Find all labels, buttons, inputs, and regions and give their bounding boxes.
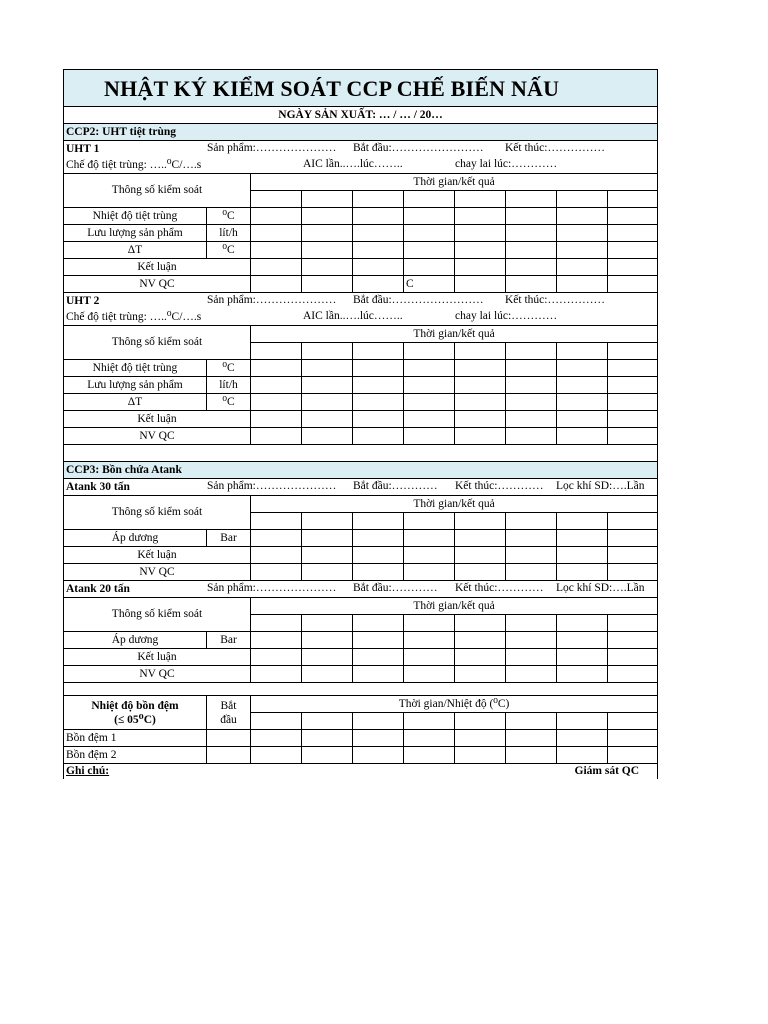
- atank30-qc-label: NV QC: [64, 564, 251, 581]
- buffer-tank-2-label: Bồn đệm 2: [64, 747, 207, 764]
- uht2-param-flow: Lưu lượng sản phẩm: [64, 377, 207, 394]
- spacer-row: [64, 683, 658, 696]
- buffer-time-header: Thời gian/Nhiệt độ (⁰C): [251, 696, 658, 713]
- result-cell[interactable]: [506, 649, 557, 666]
- result-cell[interactable]: [608, 377, 658, 394]
- result-cell[interactable]: [251, 666, 302, 683]
- time-cell[interactable]: [404, 713, 455, 730]
- time-cell[interactable]: [353, 615, 404, 632]
- qc-supervisor-label: Giám sát QC: [557, 764, 658, 780]
- atank20-param-pressure: Áp dương: [64, 632, 207, 649]
- time-cell[interactable]: [251, 713, 302, 730]
- result-cell[interactable]: [302, 360, 353, 377]
- result-cell[interactable]: [302, 276, 353, 293]
- result-cell[interactable]: [251, 259, 302, 276]
- uht2-param-temp-unit: ⁰C: [207, 360, 251, 377]
- result-cell[interactable]: [353, 564, 404, 581]
- uht1-aic-field[interactable]: AIC lần..….lúc……..: [303, 158, 403, 170]
- result-cell[interactable]: [353, 411, 404, 428]
- result-cell[interactable]: [353, 394, 404, 411]
- result-cell[interactable]: [207, 747, 251, 764]
- result-cell[interactable]: [608, 730, 658, 747]
- result-cell[interactable]: [302, 259, 353, 276]
- result-cell[interactable]: [251, 547, 302, 564]
- uht1-name: UHT 1: [66, 142, 100, 155]
- atank20-param-pressure-unit: Bar: [207, 632, 251, 649]
- atank20-name: Atank 20 tấn: [66, 582, 130, 595]
- buffer-start-header: [207, 696, 251, 730]
- result-cell[interactable]: [353, 632, 404, 649]
- result-cell[interactable]: [302, 394, 353, 411]
- result-cell[interactable]: [404, 632, 455, 649]
- result-cell[interactable]: [557, 649, 608, 666]
- result-cell[interactable]: [608, 411, 658, 428]
- result-cell[interactable]: [557, 730, 608, 747]
- uht1-end-field[interactable]: Kết thúc:……………: [505, 142, 605, 154]
- time-cell[interactable]: [302, 713, 353, 730]
- result-cell[interactable]: [302, 377, 353, 394]
- atank30-name: Atank 30 tấn: [66, 480, 130, 493]
- result-cell[interactable]: [302, 747, 353, 764]
- result-cell[interactable]: [353, 208, 404, 225]
- time-cell[interactable]: [353, 191, 404, 208]
- atank20-conclusion-label: Kết luận: [64, 649, 251, 666]
- result-cell[interactable]: [506, 411, 557, 428]
- result-cell[interactable]: [506, 377, 557, 394]
- result-cell[interactable]: [455, 632, 506, 649]
- atank30-conclusion-label: Kết luận: [64, 547, 251, 564]
- result-cell[interactable]: [251, 208, 302, 225]
- result-cell[interactable]: [608, 564, 658, 581]
- uht1-param-delta-unit: ⁰C: [207, 242, 251, 259]
- result-cell[interactable]: [302, 530, 353, 547]
- time-cell[interactable]: [455, 343, 506, 360]
- uht1-param-delta: ΔT: [64, 242, 207, 259]
- ccp3-section-header: CCP3: Bồn chứa Atank: [64, 462, 658, 479]
- result-cell[interactable]: [455, 276, 506, 293]
- atank30-end-field[interactable]: Kết thúc:…………: [455, 480, 544, 492]
- result-cell[interactable]: [455, 411, 506, 428]
- result-cell[interactable]: [302, 225, 353, 242]
- uht2-param-temp: Nhiệt độ tiệt trùng: [64, 360, 207, 377]
- result-cell[interactable]: [353, 276, 404, 293]
- result-cell[interactable]: [557, 259, 608, 276]
- result-cell[interactable]: [302, 666, 353, 683]
- time-cell[interactable]: [404, 343, 455, 360]
- uht1-qc-stray-c[interactable]: C: [404, 276, 455, 293]
- result-cell[interactable]: [506, 547, 557, 564]
- uht2-product-field[interactable]: Sản phẩm:…………………: [207, 294, 337, 306]
- result-cell[interactable]: [302, 208, 353, 225]
- result-cell[interactable]: [404, 747, 455, 764]
- uht1-mode-row: [64, 157, 658, 174]
- result-cell[interactable]: [404, 547, 455, 564]
- result-cell[interactable]: [506, 428, 557, 445]
- time-cell[interactable]: [608, 513, 658, 530]
- time-cell[interactable]: [353, 343, 404, 360]
- result-cell[interactable]: [251, 360, 302, 377]
- result-cell[interactable]: [302, 428, 353, 445]
- result-cell[interactable]: [557, 276, 608, 293]
- atank30-time-header: Thời gian/kết quả: [251, 496, 658, 513]
- result-cell[interactable]: [608, 530, 658, 547]
- uht2-aic-field[interactable]: AIC lần..….lúc……..: [303, 310, 403, 322]
- result-cell[interactable]: [557, 394, 608, 411]
- result-cell[interactable]: [608, 747, 658, 764]
- result-cell[interactable]: [506, 747, 557, 764]
- time-cell[interactable]: [302, 615, 353, 632]
- result-cell[interactable]: [302, 547, 353, 564]
- result-cell[interactable]: [455, 547, 506, 564]
- result-cell[interactable]: [353, 428, 404, 445]
- time-cell[interactable]: [251, 191, 302, 208]
- result-cell[interactable]: [557, 747, 608, 764]
- time-cell[interactable]: [557, 713, 608, 730]
- result-cell[interactable]: [404, 666, 455, 683]
- result-cell[interactable]: [404, 259, 455, 276]
- result-cell[interactable]: [608, 666, 658, 683]
- result-cell[interactable]: [455, 428, 506, 445]
- uht1-time-header: Thời gian/kết quả: [251, 174, 658, 191]
- buffer-temp-title: Nhiệt độ bồn đệm: [91, 699, 179, 712]
- atank20-product-field[interactable]: Sản phẩm:…………………: [207, 582, 337, 594]
- uht2-rerun-field[interactable]: chay lai lúc:…………: [455, 310, 558, 322]
- result-cell[interactable]: [455, 649, 506, 666]
- time-cell[interactable]: [506, 615, 557, 632]
- time-cell[interactable]: [404, 615, 455, 632]
- production-date-label: NGÀY SẢN XUẤT:: [278, 108, 377, 121]
- result-cell[interactable]: [506, 360, 557, 377]
- result-cell[interactable]: [353, 360, 404, 377]
- time-cell[interactable]: [302, 343, 353, 360]
- uht2-mode-row: [64, 309, 658, 326]
- time-cell[interactable]: [353, 513, 404, 530]
- result-cell[interactable]: [557, 242, 608, 259]
- uht1-param-temp-unit: ⁰C: [207, 208, 251, 225]
- uht2-start-field[interactable]: Bắt đầu:……………………: [353, 294, 484, 306]
- uht1-info-row: [64, 141, 658, 158]
- result-cell[interactable]: [302, 649, 353, 666]
- result-cell[interactable]: [404, 428, 455, 445]
- time-cell[interactable]: [608, 191, 658, 208]
- buffer-tank-1-label: Bồn đệm 1: [64, 730, 207, 747]
- result-cell[interactable]: [455, 360, 506, 377]
- uht1-mode-field[interactable]: Chế độ tiệt trùng: …..⁰C/….s: [66, 158, 202, 171]
- uht2-info-row: [64, 293, 658, 310]
- atank20-time-header: Thời gian/kết quả: [251, 598, 658, 615]
- time-cell[interactable]: [506, 513, 557, 530]
- control-log-sheet: [63, 69, 657, 779]
- time-cell[interactable]: [608, 343, 658, 360]
- time-cell[interactable]: [557, 343, 608, 360]
- result-cell[interactable]: [557, 428, 608, 445]
- atank20-param-header: Thông số kiểm soát: [64, 598, 251, 632]
- result-cell[interactable]: [251, 377, 302, 394]
- log-table: [63, 69, 658, 779]
- result-cell[interactable]: [608, 225, 658, 242]
- result-cell[interactable]: [404, 225, 455, 242]
- time-cell[interactable]: [455, 615, 506, 632]
- uht1-param-flow-unit: lít/h: [207, 225, 251, 242]
- result-cell[interactable]: [251, 730, 302, 747]
- uht2-mode-field[interactable]: Chế độ tiệt trùng: …..⁰C/….s: [66, 310, 202, 323]
- atank30-start-field[interactable]: Bắt đầu:…………: [353, 480, 438, 492]
- time-cell[interactable]: [557, 191, 608, 208]
- result-cell[interactable]: [506, 730, 557, 747]
- page-title: NHẬT KÝ KIỂM SOÁT CCP CHẾ BIẾN NẤU: [64, 70, 658, 107]
- buffer-temp-header: [64, 696, 207, 730]
- result-cell[interactable]: [404, 377, 455, 394]
- result-cell[interactable]: [557, 411, 608, 428]
- result-cell[interactable]: [557, 225, 608, 242]
- time-cell[interactable]: [506, 343, 557, 360]
- result-cell[interactable]: [557, 208, 608, 225]
- result-cell[interactable]: [353, 530, 404, 547]
- uht2-param-header: Thông số kiểm soát: [64, 326, 251, 360]
- atank30-param-pressure: Áp dương: [64, 530, 207, 547]
- result-cell[interactable]: [506, 394, 557, 411]
- buffer-start-line2: đầu: [220, 713, 237, 726]
- result-cell[interactable]: [557, 360, 608, 377]
- uht1-param-header: Thông số kiểm soát: [64, 174, 251, 208]
- time-cell[interactable]: [455, 513, 506, 530]
- uht2-param-delta-unit: ⁰C: [207, 394, 251, 411]
- time-cell[interactable]: [404, 191, 455, 208]
- result-cell[interactable]: [455, 208, 506, 225]
- time-cell[interactable]: [608, 713, 658, 730]
- result-cell[interactable]: [251, 747, 302, 764]
- buffer-temp-limit: (≤ 05⁰C): [114, 713, 156, 726]
- time-cell[interactable]: [455, 191, 506, 208]
- result-cell[interactable]: [455, 242, 506, 259]
- result-cell[interactable]: [455, 666, 506, 683]
- result-cell[interactable]: [608, 360, 658, 377]
- time-cell[interactable]: [557, 513, 608, 530]
- atank20-start-field[interactable]: Bắt đầu:…………: [353, 582, 438, 594]
- time-cell[interactable]: [251, 343, 302, 360]
- result-cell[interactable]: [302, 730, 353, 747]
- result-cell[interactable]: [455, 225, 506, 242]
- result-cell[interactable]: [302, 411, 353, 428]
- result-cell[interactable]: [404, 394, 455, 411]
- atank30-info-row: [64, 479, 658, 496]
- result-cell[interactable]: [353, 649, 404, 666]
- result-cell[interactable]: [251, 411, 302, 428]
- result-cell[interactable]: [302, 632, 353, 649]
- uht1-param-flow: Lưu lượng sản phẩm: [64, 225, 207, 242]
- result-cell[interactable]: [251, 428, 302, 445]
- uht2-qc-label: NV QC: [64, 428, 251, 445]
- atank30-filter-field[interactable]: Lọc khí SD:….Lần: [556, 480, 645, 492]
- production-date-value[interactable]: … / … / 20…: [378, 108, 443, 121]
- result-cell[interactable]: [455, 394, 506, 411]
- result-cell[interactable]: [251, 632, 302, 649]
- result-cell[interactable]: [207, 730, 251, 747]
- atank20-end-field[interactable]: Kết thúc:…………: [455, 582, 544, 594]
- time-cell[interactable]: [251, 615, 302, 632]
- result-cell[interactable]: [608, 208, 658, 225]
- result-cell[interactable]: [608, 649, 658, 666]
- result-cell[interactable]: [608, 394, 658, 411]
- result-cell[interactable]: [557, 564, 608, 581]
- uht2-time-header: Thời gian/kết quả: [251, 326, 658, 343]
- result-cell[interactable]: [302, 564, 353, 581]
- atank30-param-header: Thông số kiểm soát: [64, 496, 251, 530]
- result-cell[interactable]: [608, 276, 658, 293]
- result-cell[interactable]: [557, 530, 608, 547]
- result-cell[interactable]: [608, 242, 658, 259]
- result-cell[interactable]: [506, 530, 557, 547]
- result-cell[interactable]: [251, 530, 302, 547]
- result-cell[interactable]: [506, 564, 557, 581]
- uht2-conclusion-label: Kết luận: [64, 411, 251, 428]
- atank20-info-row: [64, 581, 658, 598]
- result-cell[interactable]: [251, 649, 302, 666]
- result-cell[interactable]: [251, 242, 302, 259]
- result-cell[interactable]: [251, 564, 302, 581]
- result-cell[interactable]: [455, 377, 506, 394]
- result-cell[interactable]: [506, 259, 557, 276]
- result-cell[interactable]: [251, 394, 302, 411]
- uht2-param-flow-unit: lít/h: [207, 377, 251, 394]
- result-cell[interactable]: [557, 547, 608, 564]
- time-cell[interactable]: [506, 191, 557, 208]
- time-cell[interactable]: [302, 513, 353, 530]
- time-cell[interactable]: [506, 713, 557, 730]
- result-cell[interactable]: [353, 547, 404, 564]
- result-cell[interactable]: [353, 747, 404, 764]
- atank20-filter-field[interactable]: Lọc khí SD:….Lần: [556, 582, 645, 594]
- result-cell[interactable]: [455, 259, 506, 276]
- result-cell[interactable]: [404, 411, 455, 428]
- result-cell[interactable]: [557, 377, 608, 394]
- result-cell[interactable]: [404, 730, 455, 747]
- result-cell[interactable]: [353, 377, 404, 394]
- result-cell[interactable]: [353, 730, 404, 747]
- time-cell[interactable]: [455, 713, 506, 730]
- notes-label-text: Ghi chú:: [66, 765, 110, 777]
- result-cell[interactable]: [506, 208, 557, 225]
- result-cell[interactable]: [506, 632, 557, 649]
- result-cell[interactable]: [608, 259, 658, 276]
- result-cell[interactable]: [608, 547, 658, 564]
- result-cell[interactable]: [455, 530, 506, 547]
- uht1-start-field[interactable]: Bắt đầu:……………………: [353, 142, 484, 154]
- result-cell[interactable]: [404, 242, 455, 259]
- time-cell[interactable]: [608, 615, 658, 632]
- uht1-rerun-field[interactable]: chay lai lúc:…………: [455, 158, 558, 170]
- time-cell[interactable]: [251, 513, 302, 530]
- result-cell[interactable]: [404, 649, 455, 666]
- spacer-row: [64, 445, 658, 462]
- atank30-product-field[interactable]: Sản phẩm:…………………: [207, 480, 337, 492]
- production-date: [64, 107, 658, 124]
- result-cell[interactable]: [455, 747, 506, 764]
- time-cell[interactable]: [404, 513, 455, 530]
- atank30-param-pressure-unit: Bar: [207, 530, 251, 547]
- result-cell[interactable]: [506, 242, 557, 259]
- buffer-start-line1: Bắt: [220, 699, 237, 712]
- result-cell[interactable]: [251, 276, 302, 293]
- result-cell[interactable]: [251, 225, 302, 242]
- result-cell[interactable]: [353, 666, 404, 683]
- result-cell[interactable]: [353, 242, 404, 259]
- result-cell[interactable]: [506, 225, 557, 242]
- result-cell[interactable]: [404, 360, 455, 377]
- uht1-product-field[interactable]: Sản phẩm:…………………: [207, 142, 337, 154]
- result-cell[interactable]: [455, 730, 506, 747]
- uht1-param-temp: Nhiệt độ tiệt trùng: [64, 208, 207, 225]
- result-cell[interactable]: [455, 564, 506, 581]
- result-cell[interactable]: [404, 530, 455, 547]
- uht1-conclusion-label: Kết luận: [64, 259, 251, 276]
- uht2-end-field[interactable]: Kết thúc:……………: [505, 294, 605, 306]
- result-cell[interactable]: [608, 428, 658, 445]
- result-cell[interactable]: [404, 564, 455, 581]
- time-cell[interactable]: [353, 713, 404, 730]
- uht2-name: UHT 2: [66, 294, 100, 307]
- result-cell[interactable]: [353, 259, 404, 276]
- notes-label: [64, 764, 557, 780]
- result-cell[interactable]: [506, 276, 557, 293]
- time-cell[interactable]: [302, 191, 353, 208]
- result-cell[interactable]: [506, 666, 557, 683]
- result-cell[interactable]: [353, 225, 404, 242]
- uht2-param-delta: ΔT: [64, 394, 207, 411]
- ccp2-section-header: CCP2: UHT tiệt trùng: [64, 124, 658, 141]
- result-cell[interactable]: [302, 242, 353, 259]
- result-cell[interactable]: [608, 632, 658, 649]
- uht1-qc-label: NV QC: [64, 276, 251, 293]
- result-cell[interactable]: [557, 666, 608, 683]
- result-cell[interactable]: [557, 632, 608, 649]
- result-cell[interactable]: [404, 208, 455, 225]
- atank20-qc-label: NV QC: [64, 666, 251, 683]
- time-cell[interactable]: [557, 615, 608, 632]
